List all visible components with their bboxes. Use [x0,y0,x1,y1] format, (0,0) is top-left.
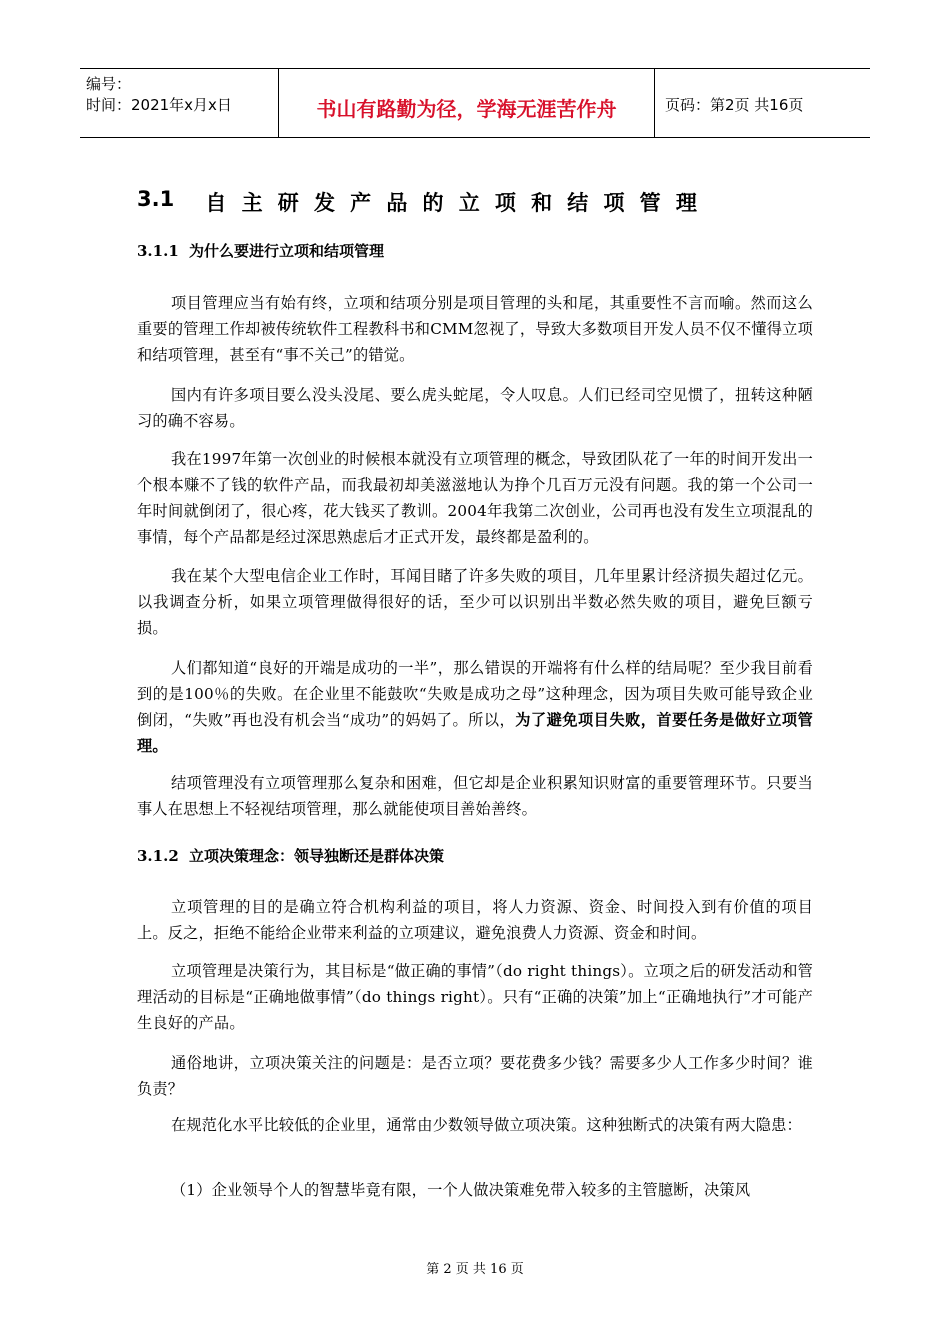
header-info-cell [80,69,279,137]
subsection-title: 为什么要进行立项和结项管理 [189,242,385,260]
section-title-char: 发 [313,191,335,215]
section-title-char: 立 [458,191,480,215]
section-title-char: 的 [422,191,444,215]
paragraph: 我在某个大型电信企业工作时，耳闻目睹了许多失败的项目，几年里累计经济损失超过亿元。以我调查分析，如果立项管理做得很好的话，至少可以识别出半数必然失败的项目，避免巨额亏损。 [137,567,813,637]
document-header [80,68,870,138]
section-title-char: 和 [531,191,553,215]
paragraph: 我在1997年第一次创业的时候根本就没有立项管理的概念，导致团队花了一年的时间开发出一个根本赚不了钱的软件产品，而我最初却美滋滋地认为挣个几百万元没有问题。我的第一个公司一年时间就倒闭了，很心疼，花大钱买了教训。2004年我第二次创业，公司再也没有发生立项混乱的事情，每个产品都是经过深思熟虑后才正式开发，最终都是盈利的。 [137,450,813,546]
header-motto-cell [279,69,655,137]
paragraph [137,655,813,759]
header-motto: 书山有路勤为径，学海无涯苦作舟 [316,97,617,121]
subsection-heading [137,845,444,866]
paragraph: 项目管理应当有始有终，立项和结项分别是项目管理的头和尾，其重要性不言而喻。然而这么重要的管理工作却被传统软件工程教科书和CMM忽视了，导致大多数项目开发人员不仅不懂得立项和结项管理，甚至有“事不关己”的错觉。 [137,294,813,364]
section-title-char: 自 [205,191,227,215]
section-title-char: 项 [603,191,625,215]
paragraph: （1）企业领导个人的智慧毕竟有限，一个人做决策难免带入较多的主管臆断，决策风 [171,1181,751,1199]
paragraph: 立项管理的目的是确立符合机构利益的项目，将人力资源、资金、时间投入到有价值的项目上。反之，拒绝不能给企业带来利益的立项建议，避免浪费人力资源、资金和时间。 [137,898,813,942]
section-title-char: 产 [350,191,372,215]
subsection-number: 3.1.1 [137,242,179,260]
section-title-char: 主 [241,191,263,215]
subsection-title: 立项决策理念：领导独断还是群体决策 [189,847,445,865]
section-title-char: 项 [494,191,516,215]
paragraph: 在规范化水平比较低的企业里，通常由少数领导做立项决策。这种独断式的决策有两大隐患： [171,1116,802,1134]
subsection-heading [137,240,384,261]
header-page-number: 页码：第2页 共16页 [665,96,804,114]
paragraph-emphasis: 为了避免项目失败，首要任务是做好立项管理。 [137,711,813,755]
section-title-char: 研 [277,191,299,215]
paragraph: 结项管理没有立项管理那么复杂和困难，但它却是企业积累知识财富的重要管理环节。只要当事人在思想上不轻视结项管理，那么就能使项目善始善终。 [137,774,813,818]
subsection-number: 3.1.2 [137,847,179,865]
section-number: 3.1 [137,187,175,211]
page-footer: 第 2 页 共 16 页 [426,1262,524,1277]
paragraph: 通俗地讲，立项决策关注的问题是：是否立项？要花费多少钱？需要多少人工作多少时间？谁负责？ [137,1054,813,1098]
section-heading [137,187,697,217]
section-title-char: 品 [386,191,408,215]
header-number-label: 编号： [86,75,132,93]
paragraph: 国内有许多项目要么没头没尾、要么虎头蛇尾，令人叹息。人们已经司空见惯了，扭转这种陋习的确不容易。 [137,386,813,430]
section-title-char: 理 [675,191,697,215]
paragraph-text: 人们都知道“良好的开端是成功的一半”，那么错误的开端将有什么样的结局呢？至少我目前看到的是100％的失败。在企业里不能鼓吹“失败是成功之母”这种理念，因为项目失败可能导致企业倒闭，“失败”再也没有机会当“成功”的妈妈了。所以， [137,659,813,729]
header-page-cell [655,69,870,137]
section-title-char: 结 [567,191,589,215]
section-title-char: 管 [639,191,661,215]
header-date: 时间：2021年x月x日 [86,96,232,114]
paragraph: 立项管理是决策行为，其目标是“做正确的事情”（do right things）。立项之后的研发活动和管理活动的目标是“正确地做事情”（do things right）。只有“正确的决策”加上“正确地执行”才可能产生良好的产品。 [137,962,813,1032]
